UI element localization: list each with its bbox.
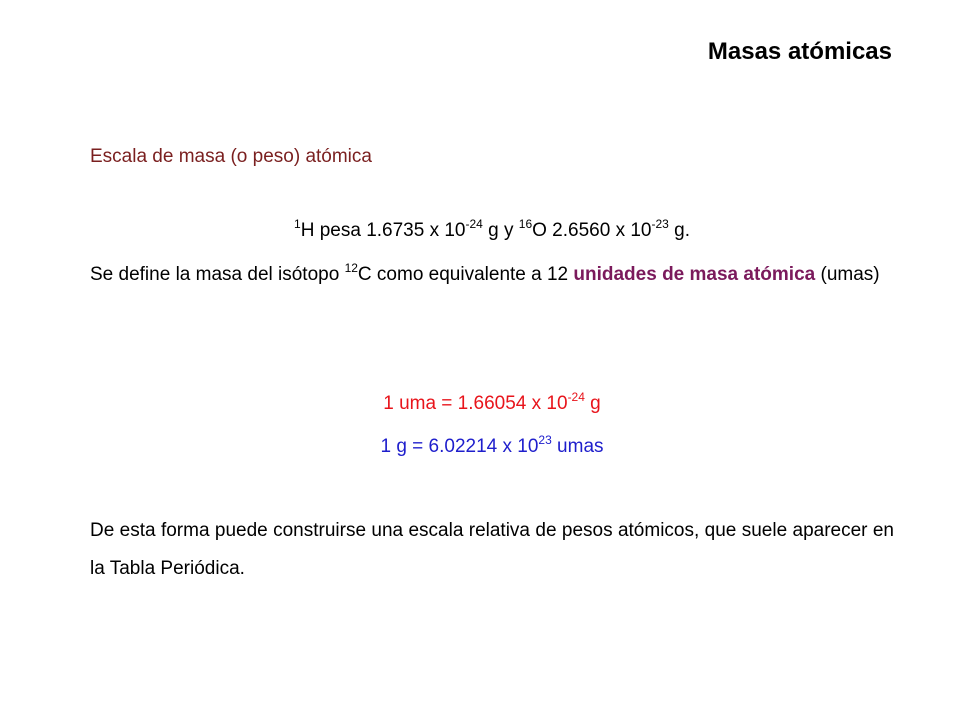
isotope-line-end: g.	[668, 220, 690, 241]
uma-equation-unit: g	[584, 393, 601, 414]
uma-equation-text: 1 uma = 1.66054 x 10	[383, 393, 568, 414]
hydrogen-exponent: -24	[465, 217, 483, 231]
definition-paragraph	[90, 256, 894, 294]
gram-equation-exponent: 23	[538, 433, 552, 447]
carbon-mass-number: 12	[344, 261, 358, 275]
section-subtitle: Escala de masa (o peso) atómica	[90, 146, 372, 167]
isotope-mass-line	[90, 212, 894, 250]
conclusion-paragraph: De esta forma puede construirse una escala relativa de pesos atómicos, que suele aparecer en la Tabla Periódica.	[90, 520, 894, 579]
uma-equation-exponent: -24	[567, 390, 585, 404]
isotope-connector-text: g y	[482, 220, 519, 241]
hydrogen-mass-text: H pesa 1.6735 x 10	[300, 220, 466, 241]
carbon-text: C como equivalente a 12	[357, 264, 574, 285]
bold-term-amu: unidades de masa atómica	[573, 264, 816, 285]
gram-equation-unit: umas	[551, 436, 604, 457]
slide-title: Masas atómicas	[707, 38, 892, 65]
definition-text-after: (umas)	[815, 264, 880, 285]
oxygen-mass-text: O 2.6560 x 10	[532, 220, 652, 241]
oxygen-exponent: -23	[651, 217, 669, 231]
uma-equation	[90, 385, 894, 423]
oxygen-mass-number: 16	[518, 217, 533, 231]
gram-equation-text: 1 g = 6.02214 x 10	[380, 436, 539, 457]
hydrogen-mass-number: 1	[294, 217, 301, 231]
definition-text-before: Se define la masa del isótopo	[90, 264, 345, 285]
gram-equation	[90, 428, 894, 466]
